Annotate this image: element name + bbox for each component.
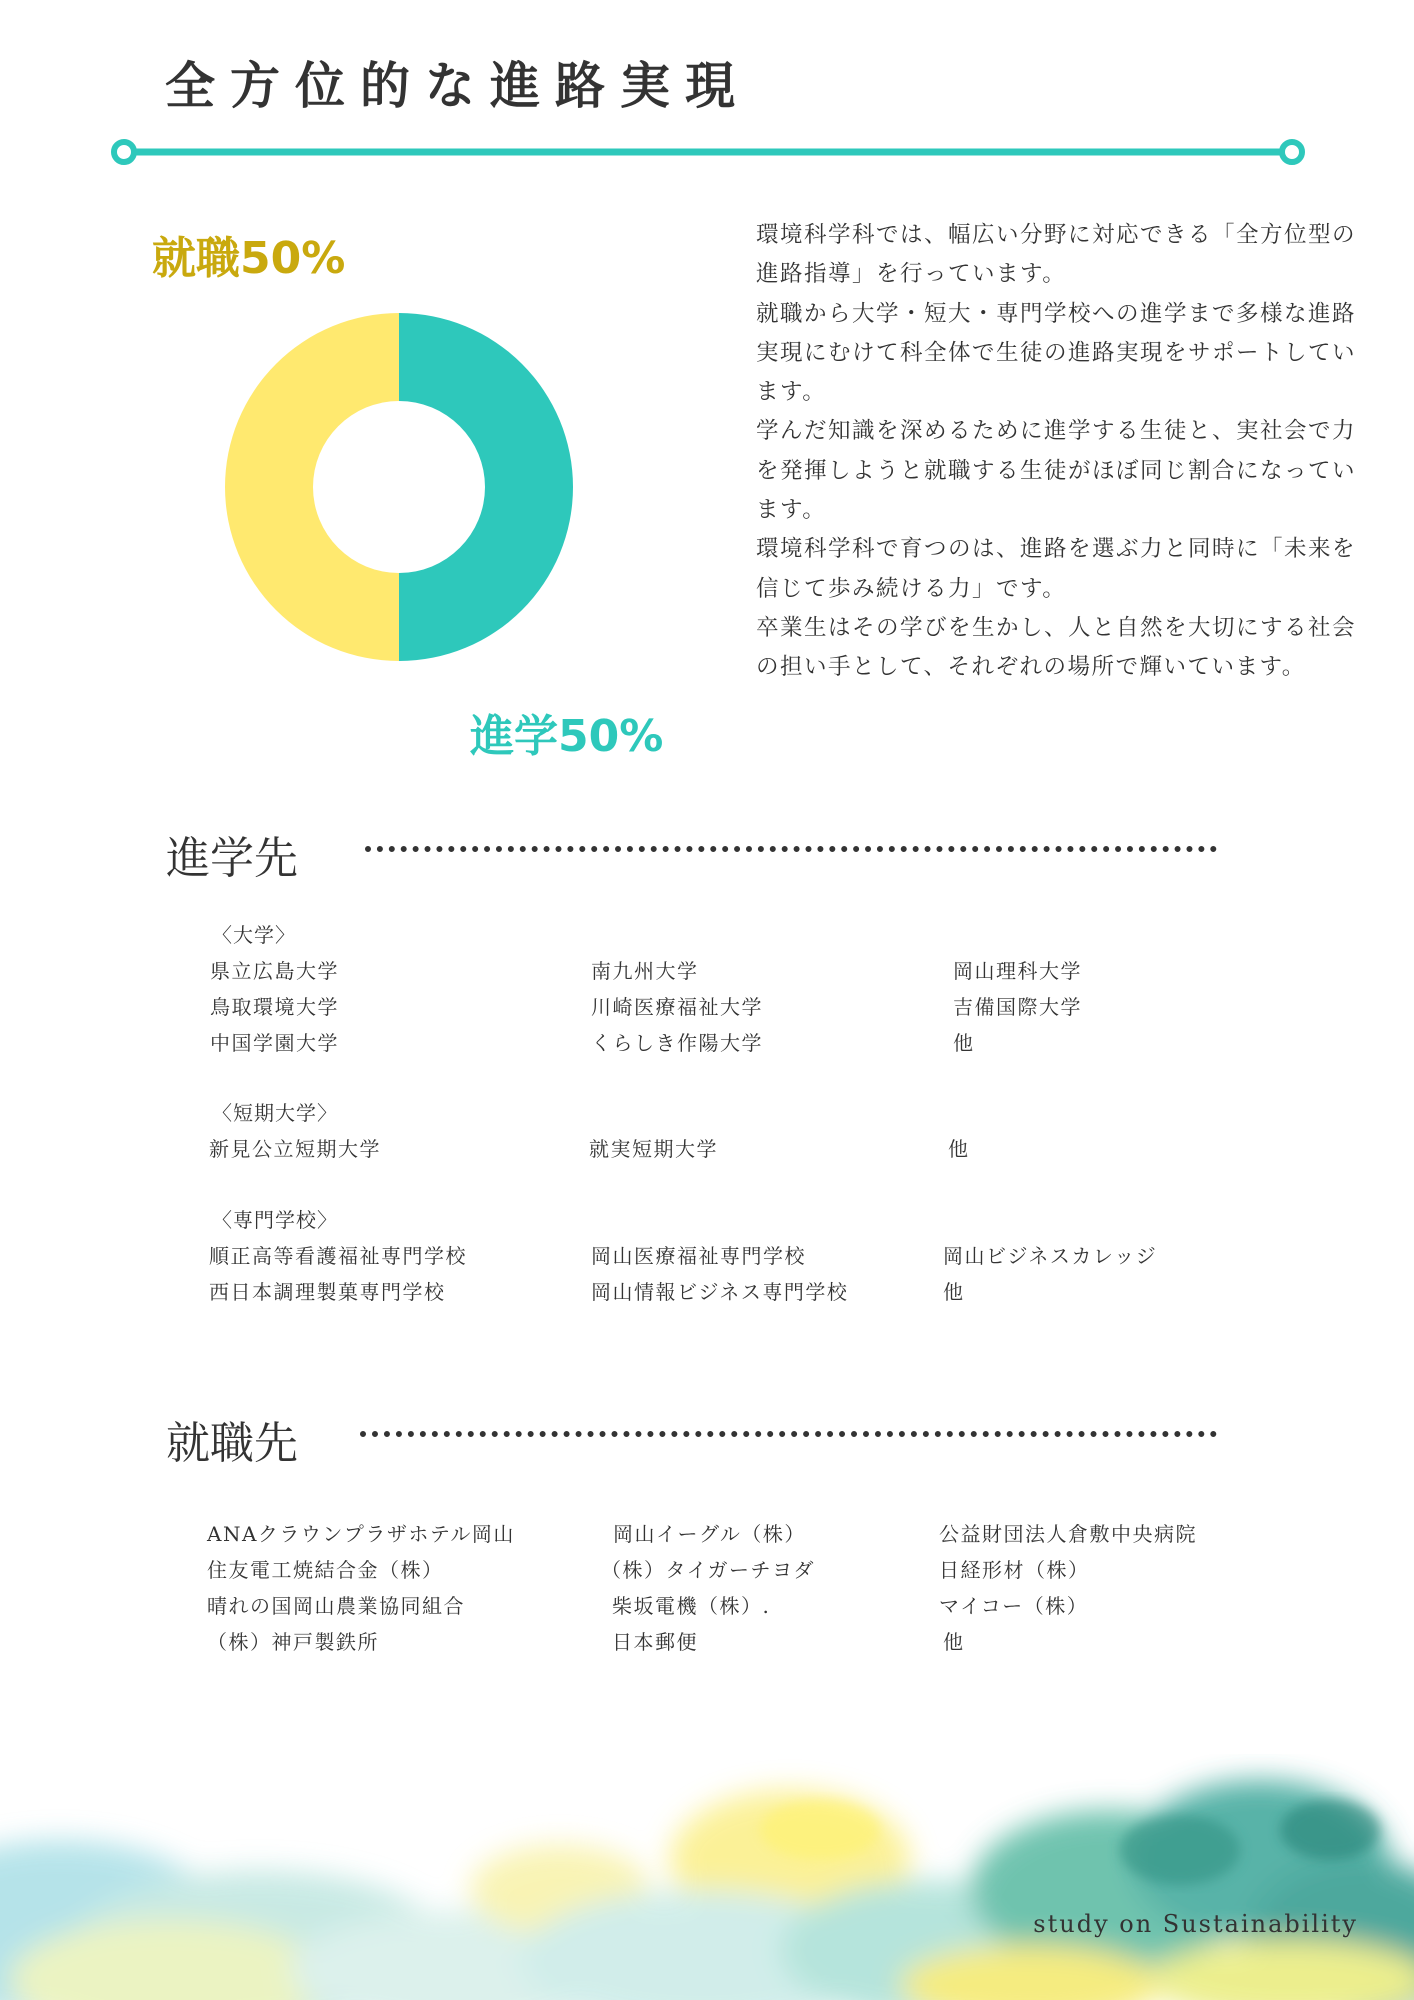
list-item: くらしき作陽大学 bbox=[591, 1031, 763, 1055]
list-item: 県立広島大学 bbox=[210, 959, 339, 983]
list-item: 西日本調理製菓専門学校 bbox=[209, 1280, 446, 1304]
list-item: 他 bbox=[943, 1630, 965, 1654]
list-item: 公益財団法人倉敷中央病院 bbox=[939, 1522, 1197, 1546]
intro-paragraph: 環境科学科で育つのは、進路を選ぶ力と同時に「未来を信じて歩み続ける力」です。 bbox=[756, 536, 1357, 602]
list-item: 日本郵便 bbox=[612, 1630, 698, 1654]
intro-paragraph: 就職から大学・短大・専門学校への進学まで多様な進路実現にむけて科全体で生徒の進路実現をサポートしています。 bbox=[756, 300, 1357, 406]
list-item: 新見公立短期大学 bbox=[209, 1137, 381, 1161]
chart-label-shingaku: 進学50% bbox=[470, 711, 664, 762]
title-divider bbox=[110, 138, 1306, 166]
list-item: 日経形材（株） bbox=[939, 1558, 1090, 1582]
list-item: 中国学園大学 bbox=[210, 1031, 339, 1055]
list-item: 岡山ビジネスカレッジ bbox=[943, 1244, 1158, 1268]
dotted-divider bbox=[365, 846, 1217, 858]
list-item: 岡山理科大学 bbox=[953, 959, 1082, 983]
intro-paragraph: 環境科学科では、幅広い分野に対応できる「全方位型の進路指導」を行っています。 bbox=[756, 222, 1357, 288]
list-item: ANAクラウンプラザホテル岡山 bbox=[207, 1522, 515, 1546]
list-item: マイコー（株） bbox=[939, 1594, 1089, 1618]
list-item: 柴坂電機（株）. bbox=[612, 1594, 771, 1618]
list-item: 鳥取環境大学 bbox=[210, 995, 339, 1019]
list-item: 岡山医療福祉専門学校 bbox=[591, 1244, 806, 1268]
donut-slice-shingaku bbox=[399, 313, 573, 661]
list-item: 他 bbox=[953, 1031, 975, 1055]
list-item: 岡山イーグル（株） bbox=[613, 1522, 806, 1546]
list-item: （株）タイガーチヨダ bbox=[601, 1558, 815, 1582]
list-item: 順正高等看護福祉専門学校 bbox=[209, 1244, 467, 1268]
dotted-divider bbox=[360, 1431, 1217, 1443]
chart-label-shushoku: 就職50% bbox=[152, 233, 346, 284]
page-title: 全方位的な進路実現 bbox=[165, 57, 750, 115]
donut-slice-shushoku bbox=[225, 313, 399, 661]
section-heading-shushoku: 就職先 bbox=[166, 1418, 298, 1469]
watercolor-background bbox=[0, 1740, 1414, 2000]
list-item: （株）神戸製鉄所 bbox=[207, 1630, 379, 1654]
list-item: 川崎医療福祉大学 bbox=[591, 995, 763, 1019]
category-label-tanki: 〈短期大学〉 bbox=[212, 1101, 338, 1125]
list-item: 他 bbox=[948, 1137, 970, 1161]
list-item: 晴れの国岡山農業協同組合 bbox=[207, 1594, 465, 1618]
list-item: 岡山情報ビジネス専門学校 bbox=[591, 1280, 849, 1304]
list-item: 吉備国際大学 bbox=[953, 995, 1082, 1019]
list-item: 他 bbox=[943, 1280, 965, 1304]
category-label-senmon: 〈専門学校〉 bbox=[212, 1208, 338, 1232]
category-label-daigaku: 〈大学〉 bbox=[212, 923, 296, 947]
list-item: 就実短期大学 bbox=[589, 1137, 718, 1161]
section-heading-shingaku: 進学先 bbox=[166, 833, 298, 884]
intro-text bbox=[756, 216, 1356, 688]
list-item: 住友電工焼結合金（株） bbox=[207, 1558, 444, 1582]
list-item: 南九州大学 bbox=[591, 959, 699, 983]
intro-paragraph: 卒業生はその学びを生かし、人と自然を大切にする社会の担い手として、それぞれの場所で輝いています。 bbox=[756, 614, 1357, 681]
donut-chart bbox=[225, 313, 573, 661]
intro-paragraph: 学んだ知識を深めるために進学する生徒と、実社会で力を発揮しようと就職する生徒がほぼ同じ割合になっています。 bbox=[756, 418, 1357, 524]
footer-tagline: study on Sustainability bbox=[1033, 1910, 1358, 1938]
